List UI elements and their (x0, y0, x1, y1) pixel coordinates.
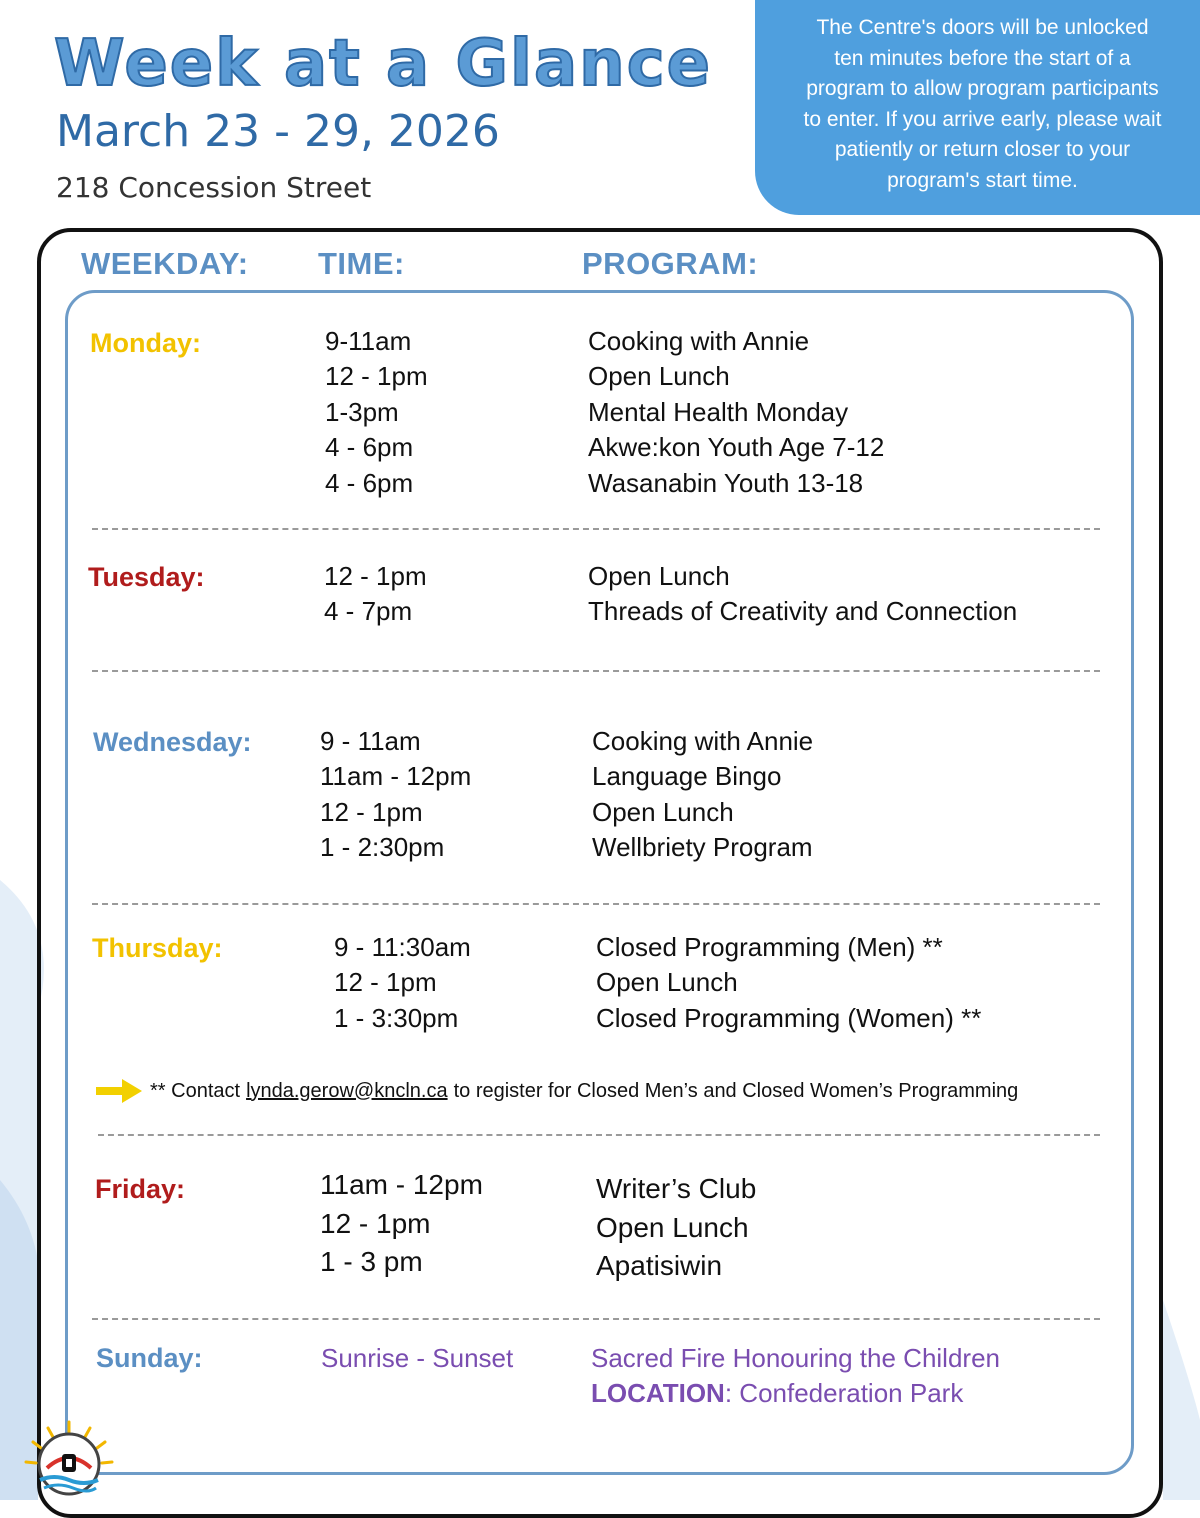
time-slot: 9-11am (325, 326, 412, 356)
program-item: Closed Programming (Women) ** (596, 1002, 982, 1033)
notice-line: patiently or return closer to your (834, 138, 1131, 161)
program-item: Open Lunch (596, 1211, 749, 1243)
location-line (591, 1376, 1000, 1411)
time-slot: 12 - 1pm (320, 1207, 431, 1239)
notice-line: program's start time. (887, 168, 1078, 192)
time-slot: 12 - 1pm (320, 796, 423, 827)
section-divider (92, 903, 1100, 905)
program-list-monday (588, 324, 884, 501)
program-item: Wellbriety Program (592, 832, 813, 863)
program-column-header: PROGRAM: (582, 246, 759, 281)
notice-line: to enter. If you arrive early, please wait (803, 107, 1162, 131)
time-slot: 1 - 3 pm (320, 1246, 423, 1277)
notice-line: The Centre's doors will be unlocked (816, 16, 1149, 39)
day-label-sunday: Sunday: (96, 1343, 203, 1373)
program-item: Sacred Fire Honouring the Children (591, 1343, 1000, 1373)
program-item: Writer’s Club (596, 1173, 757, 1204)
weekday-column-header: WEEKDAY: (81, 246, 249, 281)
day-label-wednesday: Wednesday: (93, 727, 252, 757)
program-item: Open Lunch (592, 796, 734, 827)
time-list-thursday (334, 930, 471, 1036)
day-label-thursday: Thursday: (92, 933, 223, 963)
program-list-sunday (591, 1341, 1000, 1412)
day-label-friday: Friday: (95, 1174, 186, 1204)
time-slot: 12 - 1pm (334, 967, 437, 998)
page-title: Week at a Glance (54, 27, 713, 101)
date-range: March 23 - 29, 2026 (56, 106, 500, 157)
program-item: Threads of Creativity and Connection (588, 596, 1018, 627)
program-item: Language Bingo (592, 761, 782, 792)
program-item: Akwe:kon Youth Age 7-12 (588, 432, 885, 463)
time-list-monday (325, 324, 428, 501)
address: 218 Concession Street (56, 171, 372, 204)
section-divider (98, 1134, 1100, 1136)
notice-line: ten minutes before the start of a (834, 46, 1131, 70)
time-slot: 4 - 7pm (324, 596, 413, 627)
program-item: Cooking with Annie (588, 326, 810, 356)
organization-logo (18, 1418, 120, 1500)
program-list-friday (596, 1170, 756, 1286)
program-list-thursday (596, 930, 981, 1036)
program-item: Cooking with Annie (592, 726, 814, 756)
program-item: Open Lunch (588, 361, 730, 392)
notice-line: program to allow program participants (806, 77, 1159, 100)
time-list-wednesday (320, 724, 471, 866)
time-column-header: TIME: (318, 246, 405, 281)
time-slot: 12 - 1pm (325, 361, 428, 392)
time-slot: Sunrise - Sunset (321, 1343, 514, 1373)
section-divider (92, 1318, 1100, 1320)
time-slot: 4 - 6pm (325, 432, 414, 463)
register-note (96, 1075, 1018, 1107)
time-slot: 1 - 3:30pm (334, 1002, 459, 1033)
time-slot: 1-3pm (325, 396, 399, 427)
program-item: Wasanabin Youth 13-18 (588, 467, 864, 498)
doors-notice (755, 0, 1200, 215)
day-label-monday: Monday: (90, 328, 201, 358)
time-slot: 9 - 11am (320, 726, 421, 756)
program-item: Open Lunch (596, 967, 738, 998)
time-slot: 11am - 12pm (320, 1169, 483, 1200)
section-divider (92, 528, 1100, 530)
program-item: Mental Health Monday (588, 396, 849, 427)
arrow-right-icon (96, 1078, 142, 1104)
program-item: Closed Programming (Men) ** (596, 932, 943, 962)
time-list-sunday (321, 1341, 513, 1376)
register-email-link[interactable]: lynda.gerow@kncln.ca (246, 1079, 448, 1102)
section-divider (92, 670, 1100, 672)
day-label-tuesday: Tuesday: (88, 562, 205, 592)
time-list-tuesday (324, 559, 427, 630)
program-list-wednesday (592, 724, 813, 866)
register-note-prefix: ** Contact (150, 1079, 241, 1102)
location-key: LOCATION (591, 1378, 725, 1409)
program-item: Apatisiwin (596, 1250, 723, 1281)
time-slot: 9 - 11:30am (334, 932, 471, 962)
time-slot: 4 - 6pm (325, 467, 414, 498)
location-value: : Confederation Park (724, 1378, 964, 1409)
program-item: Open Lunch (588, 561, 730, 591)
time-slot: 12 - 1pm (324, 561, 427, 591)
time-slot: 1 - 2:30pm (320, 832, 445, 863)
time-list-friday (320, 1166, 483, 1282)
register-note-suffix: to register for Closed Men’s and Closed Women’s Programming (453, 1079, 1019, 1102)
program-list-tuesday (588, 559, 1017, 630)
time-slot: 11am - 12pm (320, 761, 472, 792)
